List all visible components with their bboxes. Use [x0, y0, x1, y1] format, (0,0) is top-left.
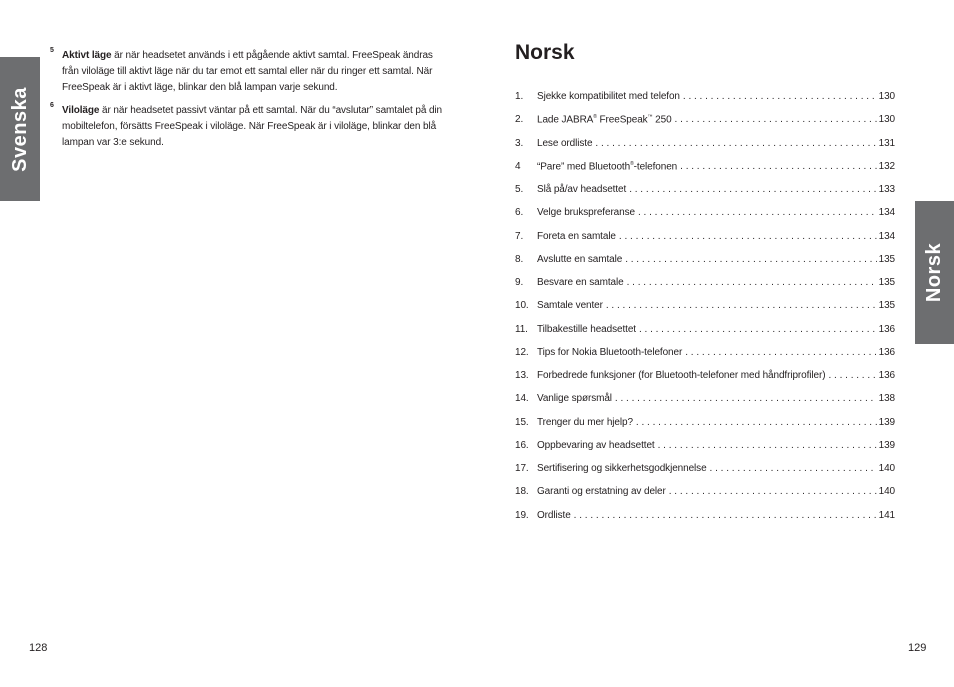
toc-leader-dots: [574, 510, 877, 521]
page-title: Norsk: [515, 41, 575, 64]
toc-entry-title-text: Lade JABRA: [537, 114, 594, 126]
toc-leader-dots: [828, 370, 876, 381]
toc-entry-title-text: FreeSpeak: [596, 114, 648, 126]
toc-entry-title-text: Samtale venter: [537, 300, 603, 312]
toc-entry-title: [537, 254, 625, 265]
table-of-contents: [515, 85, 895, 527]
toc-entry[interactable]: [515, 294, 895, 317]
trademark-mark: ™: [647, 114, 653, 121]
toc-entry-page: 139: [878, 416, 895, 428]
toc-entry-number: 1.: [515, 91, 524, 103]
toc-leader-dots: [683, 91, 877, 102]
toc-entry-title: [537, 300, 606, 311]
toc-entry-title-text: Avslutte en samtale: [537, 253, 623, 265]
toc-entry-page: 135: [878, 300, 895, 312]
toc-entry[interactable]: [515, 434, 895, 457]
toc-entry-page: 131: [878, 137, 895, 149]
toc-entry-page: 134: [878, 207, 895, 219]
toc-leader-dots: [680, 161, 876, 172]
toc-entry-title-text: Besvare en samtale: [537, 277, 624, 289]
toc-entry-number: 2.: [515, 114, 524, 126]
toc-leader-dots: [629, 184, 876, 195]
toc-entry-number: 7.: [515, 230, 524, 242]
toc-entry-number: 18.: [515, 486, 529, 498]
toc-entry-number: 17.: [515, 463, 529, 475]
toc-entry-number: 11.: [515, 323, 528, 335]
toc-entry-title-text: Vanlige spørsmål: [537, 393, 612, 405]
toc-entry-title: [537, 486, 669, 497]
toc-entry-title-text: Slå på/av headsettet: [537, 184, 627, 196]
toc-entry-number: 6.: [515, 207, 524, 219]
toc-entry[interactable]: [515, 248, 895, 271]
toc-entry[interactable]: [515, 364, 895, 387]
toc-leader-dots: [636, 417, 877, 428]
toc-entry-page: 140: [878, 486, 895, 498]
toc-entry-page: 134: [878, 230, 895, 242]
toc-entry-number: 10.: [515, 300, 529, 312]
toc-entry[interactable]: [515, 178, 895, 201]
toc-entry-page: 130: [878, 91, 895, 103]
toc-entry-page: 136: [878, 370, 895, 382]
toc-entry[interactable]: [515, 108, 895, 131]
toc-leader-dots: [619, 231, 877, 242]
toc-leader-dots: [638, 207, 877, 218]
note-body: är när headsetet används i ett pågående aktivt samtal. FreeSpeak ändras från viloläge till aktivt läge när du tar emot ett samtal eller när du ringer ett samtal. När FreeSpeak är i aktivt läge, blinkar den blå lampan varje sekund.: [62, 50, 433, 93]
toc-entry-title-text: -telefonen: [633, 161, 678, 173]
toc-leader-dots: [627, 277, 877, 288]
toc-entry-page: 135: [878, 253, 895, 265]
note-text: [62, 103, 450, 151]
toc-entry-title: [537, 370, 828, 381]
toc-entry-title: [537, 114, 675, 125]
toc-entry-title: [537, 324, 639, 335]
toc-leader-dots: [685, 347, 876, 358]
toc-entry-title-text: Lese ordliste: [537, 137, 593, 149]
toc-entry-title: [537, 463, 710, 474]
toc-entry-page: 136: [878, 346, 895, 358]
toc-entry-title-text: Tips for Nokia Bluetooth-telefoner: [537, 346, 683, 358]
toc-entry-title: [537, 184, 629, 195]
toc-entry-number: 13.: [515, 370, 529, 382]
toc-entry[interactable]: [515, 411, 895, 434]
toc-entry-title-text: Trenger du mer hjelp?: [537, 416, 633, 428]
toc-entry-title: [537, 510, 574, 521]
toc-leader-dots: [669, 486, 877, 497]
toc-entry-title-text: Sertifisering og sikkerhetsgodkjennelse: [537, 463, 707, 475]
toc-entry-page: 138: [878, 393, 895, 405]
toc-leader-dots: [639, 324, 877, 335]
toc-entry-title: [537, 207, 638, 218]
section-tab-svenska: [0, 57, 40, 201]
toc-entry-page: 140: [878, 463, 895, 475]
toc-entry-title-text: Oppbevaring av headsettet: [537, 439, 655, 451]
toc-entry-number: 9.: [515, 277, 524, 289]
toc-entry-title-text: Foreta en samtale: [537, 230, 616, 242]
section-tab-norsk: [915, 201, 954, 344]
toc-entry-title: [537, 347, 685, 358]
toc-entry-title-text: Ordliste: [537, 509, 571, 521]
toc-leader-dots: [615, 393, 877, 404]
toc-entry-title-text: Forbedrede funksjoner (for Bluetooth-telefoner med håndfriprofiler): [537, 370, 826, 382]
toc-entry-number: 8.: [515, 253, 524, 265]
toc-entry[interactable]: [515, 85, 895, 108]
toc-entry-title-text: Tilbakestille headsettet: [537, 323, 636, 335]
toc-entry-title: [537, 91, 683, 102]
toc-entry-page: 130: [878, 114, 895, 126]
toc-entry-number: 5.: [515, 184, 524, 196]
toc-leader-dots: [595, 138, 876, 149]
note-number: 6: [50, 102, 54, 109]
toc-entry[interactable]: [515, 504, 895, 527]
trademark-mark: ®: [593, 114, 597, 121]
toc-entry-page: 133: [878, 184, 895, 196]
toc-entry-title: [537, 138, 595, 149]
toc-entry[interactable]: [515, 225, 895, 248]
toc-entry[interactable]: [515, 201, 895, 224]
toc-entry-page: 139: [878, 439, 895, 451]
toc-entry-title: [537, 393, 615, 404]
trademark-mark: ®: [630, 160, 634, 167]
toc-entry-title: [537, 277, 627, 288]
toc-entry[interactable]: [515, 271, 895, 294]
toc-entry[interactable]: [515, 480, 895, 503]
toc-entry-page: 141: [878, 509, 895, 521]
note-number: 5: [50, 47, 54, 54]
page-number-right: 129: [908, 642, 927, 654]
glossary-note: [50, 103, 450, 151]
toc-entry-title-text: Sjekke kompatibilitet med telefon: [537, 91, 680, 103]
toc-entry-title-text: Garanti og erstatning av deler: [537, 486, 666, 498]
toc-entry[interactable]: [515, 318, 895, 341]
toc-entry[interactable]: [515, 132, 895, 155]
toc-entry-title: [537, 231, 619, 242]
toc-entry-title: [537, 161, 680, 172]
toc-entry-page: 135: [878, 277, 895, 289]
toc-entry-page: 132: [878, 160, 895, 172]
page-number-left: 128: [29, 642, 48, 654]
toc-entry-title: [537, 440, 658, 451]
toc-leader-dots: [710, 463, 877, 474]
toc-entry-number: 3.: [515, 137, 524, 149]
toc-entry-number: 12.: [515, 346, 529, 358]
note-body: är när headsetet passivt väntar på ett samtal. När du “avslutar” samtalet på din mobiltelefon, försätts FreeSpeak i viloläge. När FreeSpeak är i viloläge, blinkar den blå lampan var 3:e sekund.: [62, 105, 443, 148]
note-text: [62, 48, 450, 96]
toc-entry-number: 15.: [515, 416, 529, 428]
toc-entry-title-text: “Pare” med Bluetooth: [537, 161, 631, 173]
toc-entry-number: 14.: [515, 393, 529, 405]
toc-entry[interactable]: [515, 457, 895, 480]
toc-entry-number: 16.: [515, 439, 529, 451]
section-tab-label: Norsk: [923, 242, 946, 303]
toc-leader-dots: [658, 440, 877, 451]
glossary-note: [50, 48, 450, 96]
toc-entry-title-text: 250: [652, 114, 672, 126]
toc-leader-dots: [606, 300, 877, 311]
note-term: Aktivt läge: [62, 50, 112, 61]
toc-entry[interactable]: [515, 155, 895, 178]
toc-entry[interactable]: [515, 387, 895, 410]
section-tab-label: Svenska: [8, 86, 31, 172]
toc-entry-page: 136: [878, 323, 895, 335]
note-term: Viloläge: [62, 105, 100, 116]
toc-entry[interactable]: [515, 341, 895, 364]
toc-entry-title-text: Velge brukspreferanse: [537, 207, 635, 219]
toc-entry-number: 19.: [515, 509, 529, 521]
toc-leader-dots: [675, 114, 877, 125]
toc-entry-number: 4: [515, 160, 521, 172]
toc-leader-dots: [625, 254, 876, 265]
toc-entry-title: [537, 417, 636, 428]
